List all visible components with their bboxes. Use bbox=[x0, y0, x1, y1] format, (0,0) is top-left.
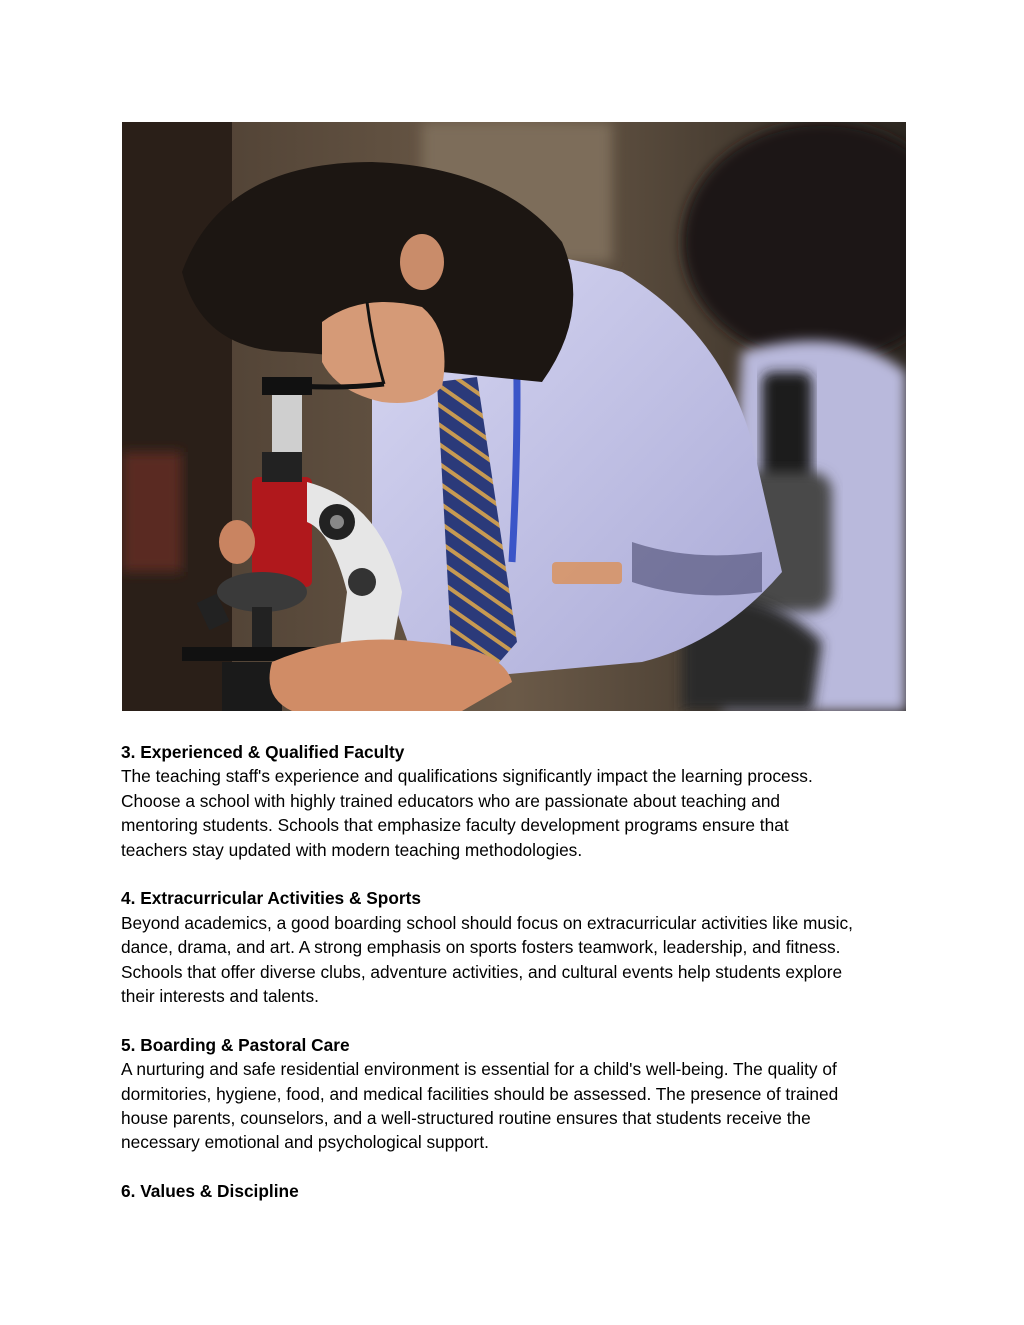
section-boarding bbox=[121, 1033, 921, 1155]
section-body: A nurturing and safe residential environment is essential for a child's well-being. The quality of dormitories, hygiene, food, and medical facilities should be assessed. The presence of trained house parents, counselors, and a well-structured routine ensures that students receive the necessary emotional and psychological support. bbox=[121, 1059, 839, 1153]
section-faculty bbox=[121, 740, 921, 862]
section-values bbox=[121, 1179, 921, 1203]
section-extracurricular bbox=[121, 886, 921, 1008]
section-heading: 4. Extracurricular Activities & Sports bbox=[121, 888, 421, 909]
student-microscope-photo bbox=[122, 122, 906, 711]
section-heading: 5. Boarding & Pastoral Care bbox=[121, 1034, 350, 1055]
section-body: The teaching staff's experience and qualifications significantly impact the learning process. Choose a school with highly trained educators who are passionate about teaching and mentoring students. Schools that emphasize faculty development programs ensure that teachers stay updated with modern teaching methodologies. bbox=[121, 766, 813, 860]
section-heading: 6. Values & Discipline bbox=[121, 1181, 299, 1202]
article-content bbox=[121, 740, 921, 1228]
section-body: Beyond academics, a good boarding school should focus on extracurricular activities like music, dance, drama, and art. A strong emphasis on sports fosters teamwork, leadership, and fitness. Schools that offer diverse clubs, adventure activities, and cultural events help students explore their interests and talents. bbox=[121, 912, 853, 1007]
section-heading: 3. Experienced & Qualified Faculty bbox=[121, 742, 405, 762]
